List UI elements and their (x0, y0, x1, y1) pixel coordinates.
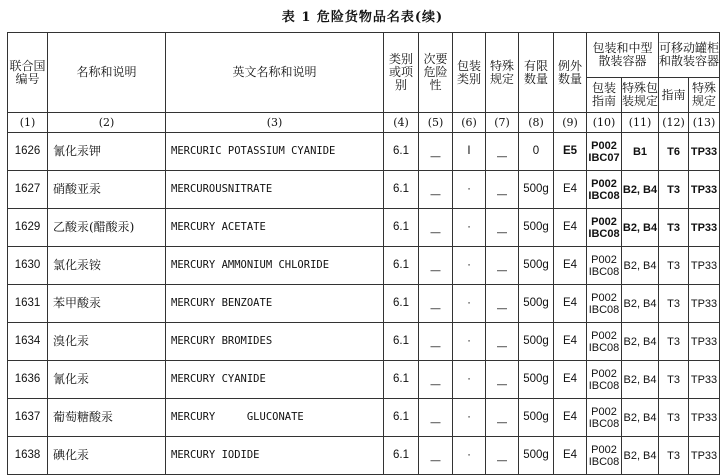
cell-limited-quantity: 500g (519, 209, 554, 247)
table-row (8, 361, 720, 399)
cell-special-provisions (486, 209, 519, 247)
header-tank-bulk-group: 可移动罐柜和散装容器 (659, 33, 720, 78)
header-limited-quantity: 有限数量 (519, 33, 554, 113)
col-number: (6) (453, 113, 486, 133)
packing-instruction-line: P002 (591, 443, 617, 456)
header-packing-group: 包装类别 (453, 33, 486, 113)
cell-limited-quantity: 500g (519, 285, 554, 323)
cell-packing-instruction (587, 323, 622, 361)
cell-limited-quantity: 500g (519, 171, 554, 209)
header-packaging-ibc-group: 包装和中型散装容器 (587, 33, 659, 78)
cell-packing-instruction (587, 209, 622, 247)
dash-mark: — (496, 188, 508, 201)
cell-class: 6.1 (384, 247, 419, 285)
cell-special-packing: B2, B4 (622, 399, 659, 437)
cell-excepted-quantity: E4 (554, 437, 587, 475)
col-number: (10) (587, 113, 622, 133)
cell-subsidiary-risk (419, 361, 453, 399)
col-number: (13) (689, 113, 720, 133)
packing-instruction-line: P002 (591, 215, 617, 228)
packing-instruction-line: P002 (591, 139, 617, 152)
cell-special-provisions (486, 399, 519, 437)
cell-class: 6.1 (384, 399, 419, 437)
dash-mark: — (430, 188, 441, 201)
col-number: (3) (166, 113, 384, 133)
cell-packing-instruction (587, 437, 622, 475)
cell-excepted-quantity: E4 (554, 209, 587, 247)
dash-mark: — (496, 264, 508, 277)
cell-name-en: MERCURY BENZOATE (166, 285, 384, 323)
cell-tank-special: TP33 (689, 209, 720, 247)
cell-name-cn: 碘化汞 (48, 437, 166, 475)
cell-tank-special: TP33 (689, 171, 720, 209)
packing-instruction-line: P002 (591, 291, 617, 304)
dash-mark: — (430, 226, 441, 239)
table-row (8, 171, 720, 209)
cell-excepted-quantity: E4 (554, 247, 587, 285)
cell-special-provisions (486, 133, 519, 171)
packing-instruction-line: IBC08 (588, 455, 620, 468)
header-un-no: 联合国编号 (8, 33, 48, 113)
cell-un-number: 1626 (8, 133, 48, 171)
cell-tank-special: TP33 (689, 361, 720, 399)
cell-class: 6.1 (384, 209, 419, 247)
packing-instruction-line: IBC08 (588, 341, 620, 354)
dash-mark: — (430, 340, 441, 353)
cell-excepted-quantity: E5 (554, 133, 587, 171)
col-number: (5) (419, 113, 453, 133)
header-subsidiary-risk: 次要危险性 (419, 33, 453, 113)
cell-subsidiary-risk (419, 399, 453, 437)
cell-packing-instruction (587, 133, 622, 171)
cell-limited-quantity: 500g (519, 247, 554, 285)
dash-mark: — (430, 302, 441, 315)
cell-subsidiary-risk (419, 247, 453, 285)
cell-packing-instruction (587, 247, 622, 285)
dash-mark: — (496, 454, 508, 467)
cell-subsidiary-risk (419, 285, 453, 323)
cell-special-provisions (486, 285, 519, 323)
dash-mark: — (430, 264, 441, 277)
cell-tank-special: TP33 (689, 133, 720, 171)
cell-packing-group: I (453, 133, 486, 171)
col-number: (2) (48, 113, 166, 133)
cell-subsidiary-risk (419, 437, 453, 475)
packing-instruction-line: IBC07 (588, 151, 620, 164)
dash-mark: — (430, 454, 441, 467)
dash-mark: — (496, 150, 508, 163)
cell-name-en: MERCURIC POTASSIUM CYANIDE (166, 133, 384, 171)
cell-name-en: MERCURY AMMONIUM CHLORIDE (166, 247, 384, 285)
table-body (8, 133, 720, 475)
cell-subsidiary-risk (419, 133, 453, 171)
table-row (8, 437, 720, 475)
header-excepted-quantity: 例外数量 (554, 33, 587, 113)
cell-packing-instruction (587, 171, 622, 209)
cell-limited-quantity: 500g (519, 323, 554, 361)
header-name-en: 英文名称和说明 (166, 33, 384, 113)
col-number: (8) (519, 113, 554, 133)
col-number: (4) (384, 113, 419, 133)
table-row (8, 285, 720, 323)
cell-special-packing: B2, B4 (622, 209, 659, 247)
cell-name-en: MERCURY GLUCONATE (166, 399, 384, 437)
cell-name-cn: 苯甲酸汞 (48, 285, 166, 323)
cell-tank-instruction: T6 (659, 133, 689, 171)
cell-un-number: 1634 (8, 323, 48, 361)
cell-class: 6.1 (384, 285, 419, 323)
column-number-row (8, 113, 720, 133)
cell-tank-instruction: T3 (659, 247, 689, 285)
cell-excepted-quantity: E4 (554, 285, 587, 323)
cell-name-cn: 乙酸汞(醋酸汞) (48, 209, 166, 247)
cell-packing-group: · (453, 323, 486, 361)
packing-instruction-line: P002 (591, 329, 617, 342)
cell-subsidiary-risk (419, 171, 453, 209)
cell-special-packing: B1 (622, 133, 659, 171)
header-class: 类别或项别 (384, 33, 419, 113)
packing-instruction-line: IBC08 (588, 265, 620, 278)
dangerous-goods-table (7, 32, 720, 475)
table-row (8, 209, 720, 247)
dash-mark: — (430, 416, 441, 429)
header-tank-instruction: 指南 (659, 78, 689, 113)
header-special-packing-provision: 特殊包装规定 (622, 78, 659, 113)
cell-name-cn: 溴化汞 (48, 323, 166, 361)
cell-packing-instruction (587, 361, 622, 399)
cell-special-provisions (486, 247, 519, 285)
cell-subsidiary-risk (419, 323, 453, 361)
cell-limited-quantity: 500g (519, 361, 554, 399)
header-packing-instruction: 包装指南 (587, 78, 622, 113)
cell-special-packing: B2, B4 (622, 323, 659, 361)
cell-special-packing: B2, B4 (622, 361, 659, 399)
cell-special-provisions (486, 437, 519, 475)
packing-instruction-line: IBC08 (588, 303, 620, 316)
table-row (8, 247, 720, 285)
cell-special-packing: B2, B4 (622, 171, 659, 209)
table-row (8, 323, 720, 361)
col-number: (9) (554, 113, 587, 133)
cell-tank-instruction: T3 (659, 171, 689, 209)
col-number: (12) (659, 113, 689, 133)
cell-special-provisions (486, 171, 519, 209)
cell-packing-group: · (453, 285, 486, 323)
cell-subsidiary-risk (419, 209, 453, 247)
cell-excepted-quantity: E4 (554, 399, 587, 437)
cell-un-number: 1638 (8, 437, 48, 475)
dash-mark: — (496, 378, 508, 391)
dash-mark: — (496, 226, 508, 239)
header-tank-special-provision: 特殊规定 (689, 78, 720, 113)
cell-un-number: 1631 (8, 285, 48, 323)
cell-excepted-quantity: E4 (554, 171, 587, 209)
cell-special-packing: B2, B4 (622, 285, 659, 323)
cell-class: 6.1 (384, 361, 419, 399)
cell-name-cn: 氯化汞铵 (48, 247, 166, 285)
cell-special-packing: B2, B4 (622, 437, 659, 475)
cell-name-cn: 葡萄糖酸汞 (48, 399, 166, 437)
cell-packing-group: · (453, 399, 486, 437)
table-title: 表 1 危险货物品名表(续) (281, 10, 444, 25)
packing-instruction-line: P002 (591, 367, 617, 380)
cell-tank-instruction: T3 (659, 323, 689, 361)
cell-name-cn: 氰化汞钾 (48, 133, 166, 171)
packing-instruction-line: IBC08 (588, 379, 620, 392)
cell-un-number: 1629 (8, 209, 48, 247)
cell-packing-instruction (587, 399, 622, 437)
cell-packing-group: · (453, 209, 486, 247)
cell-un-number: 1636 (8, 361, 48, 399)
cell-tank-special: TP33 (689, 285, 720, 323)
cell-un-number: 1637 (8, 399, 48, 437)
cell-un-number: 1627 (8, 171, 48, 209)
cell-tank-instruction: T3 (659, 285, 689, 323)
cell-name-en: MERCURY CYANIDE (166, 361, 384, 399)
table-row (8, 133, 720, 171)
col-number: (7) (486, 113, 519, 133)
cell-un-number: 1630 (8, 247, 48, 285)
cell-name-en: MERCUROUSNITRATE (166, 171, 384, 209)
packing-instruction-line: P002 (591, 253, 617, 266)
cell-tank-instruction: T3 (659, 437, 689, 475)
cell-packing-group: · (453, 361, 486, 399)
cell-name-cn: 氰化汞 (48, 361, 166, 399)
packing-instruction-line: P002 (591, 405, 617, 418)
packing-instruction-line: IBC08 (588, 189, 620, 202)
cell-limited-quantity: 500g (519, 399, 554, 437)
cell-class: 6.1 (384, 323, 419, 361)
dash-mark: — (496, 416, 508, 429)
cell-packing-group: · (453, 171, 486, 209)
cell-name-cn: 硝酸亚汞 (48, 171, 166, 209)
cell-tank-special: TP33 (689, 399, 720, 437)
cell-name-en: MERCURY ACETATE (166, 209, 384, 247)
cell-tank-special: TP33 (689, 437, 720, 475)
header-name-cn: 名称和说明 (48, 33, 166, 113)
cell-tank-instruction: T3 (659, 209, 689, 247)
packing-instruction-line: P002 (591, 177, 617, 190)
cell-packing-group: · (453, 247, 486, 285)
table-row (8, 399, 720, 437)
cell-excepted-quantity: E4 (554, 361, 587, 399)
cell-packing-group: · (453, 437, 486, 475)
cell-name-en: MERCURY BROMIDES (166, 323, 384, 361)
cell-special-packing: B2, B4 (622, 247, 659, 285)
cell-name-en: MERCURY IODIDE (166, 437, 384, 475)
cell-special-provisions (486, 361, 519, 399)
header-special-provisions: 特殊规定 (486, 33, 519, 113)
cell-class: 6.1 (384, 437, 419, 475)
col-number: (11) (622, 113, 659, 133)
packing-instruction-line: IBC08 (588, 417, 620, 430)
cell-tank-special: TP33 (689, 323, 720, 361)
table-header (8, 33, 720, 133)
dash-mark: — (430, 150, 441, 163)
dash-mark: — (496, 302, 508, 315)
col-number: (1) (8, 113, 48, 133)
dash-mark: — (430, 378, 441, 391)
dash-mark: — (496, 340, 508, 353)
cell-class: 6.1 (384, 133, 419, 171)
cell-class: 6.1 (384, 171, 419, 209)
cell-tank-instruction: T3 (659, 399, 689, 437)
dangerous-goods-table-frame (7, 32, 719, 475)
cell-packing-instruction (587, 285, 622, 323)
cell-limited-quantity: 500g (519, 437, 554, 475)
packing-instruction-line: IBC08 (588, 227, 620, 240)
cell-tank-special: TP33 (689, 247, 720, 285)
cell-special-provisions (486, 323, 519, 361)
cell-excepted-quantity: E4 (554, 323, 587, 361)
cell-limited-quantity: 0 (519, 133, 554, 171)
cell-tank-instruction: T3 (659, 361, 689, 399)
